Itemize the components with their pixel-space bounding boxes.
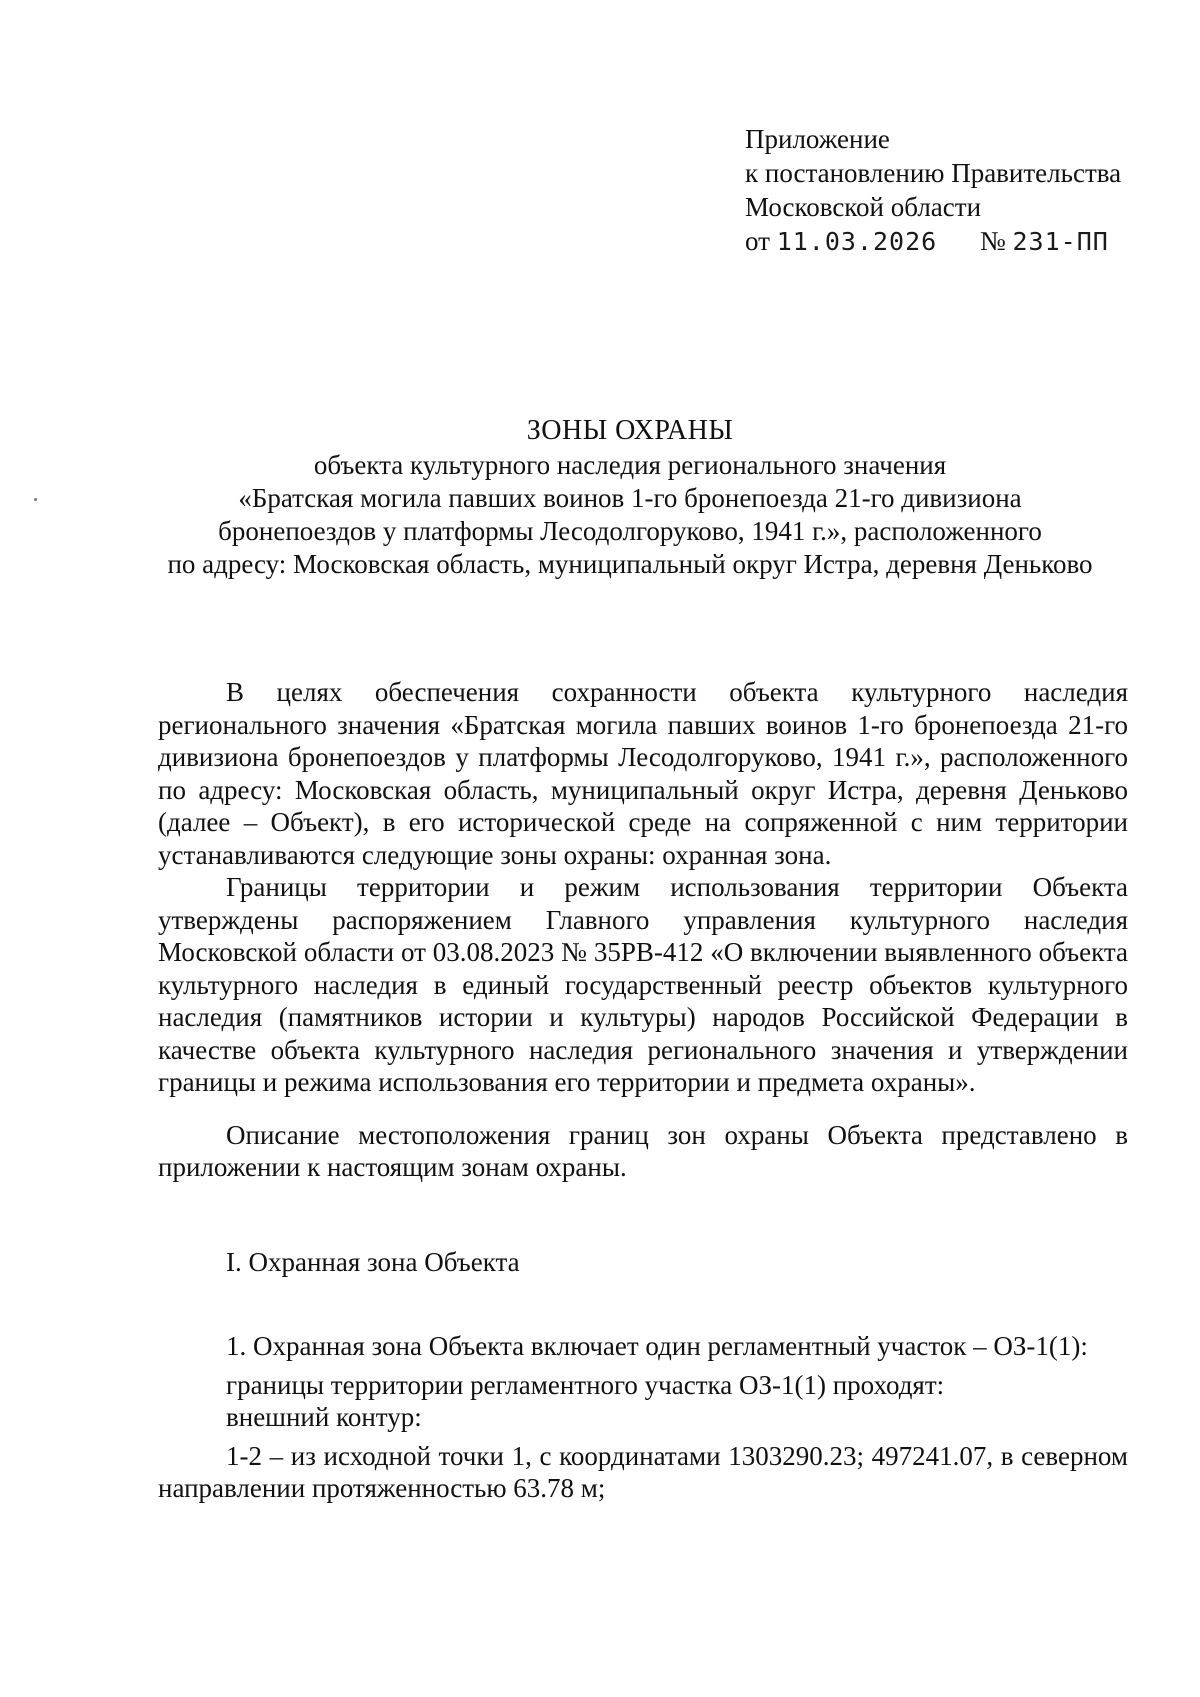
scan-speck [34,498,37,501]
title-line: «Братская могила павших воинов 1-го бронепоезда 21-го дивизиона [238,483,1022,513]
contour-label: внешний контур: [226,1402,422,1432]
section-item-1: 1. Охранная зона Объекта включает один регламентный участок – ОЗ-1(1): [226,1331,1088,1361]
body-paragraph-purpose: В целях обеспечения сохранности объекта культурного наследия регионального значения «Братская могила павших воинов 1-го бронепоезда 21-го дивизиона бронепоездов у платформы Лесодолгоруково, 1941 г.», расположенного по адресу: Московская область, муниципальный округ Истра, деревня Деньково (далее – Объект), в его исторической среде на сопряженной с ним территории устанавливаются следующие зоны охраны: охранная зона. [158,677,1128,870]
date-prefix: от [745,226,770,256]
title-line: бронепоездов у платформы Лесодолгоруково, 1941 г.», расположенного [218,516,1042,546]
body-paragraph-description: Описание местоположения границ зон охраны Объекта представлено в приложении к настоящим зонам охраны. [158,1119,1128,1182]
appendix-label: Приложение [745,124,890,154]
document-title [140,414,1120,581]
date-stamp: 11.03.2026 [776,227,938,256]
boundary-intro: границы территории регламентного участка ОЗ-1(1) проходят: [226,1369,945,1400]
number-label: № [979,226,1006,256]
number-stamp: 231-ПП [1012,227,1109,256]
title-line: объекта культурного наследия регионального значения [313,450,947,480]
document-body [158,676,1128,1505]
appendix-header [745,122,1165,259]
section-heading: I. Охранная зона Объекта [226,1246,520,1277]
appendix-authority-label: Московской области [745,192,982,222]
segment-1-2: 1-2 – из исходной точки 1, с координатами 1303290.23; 497241.07, в северном направлении протяженностью 63.78 м; [158,1440,1128,1503]
body-paragraph-boundaries: Границы территории и режим использования территории Объекта утверждены распоряжением Главного управления культурного наследия Московской области от 03.08.2023 № 35РВ-412 «О включении выявленного объекта культурного наследия в единый государственный реестр объектов культурного наследия (памятников истории и культуры) народов Российской Федерации в качестве объекта культурного наследия регионального значения и утверждении границы и режима использования его территории и предмета охраны». [158,872,1128,1097]
title-line: по адресу: Московская область, муниципальный округ Истра, деревня Деньково [167,549,1093,579]
appendix-date-number-line [745,224,1165,259]
title-main: ЗОНЫ ОХРАНЫ [526,415,734,446]
appendix-resolution-label: к постановлению Правительства [745,158,1122,188]
